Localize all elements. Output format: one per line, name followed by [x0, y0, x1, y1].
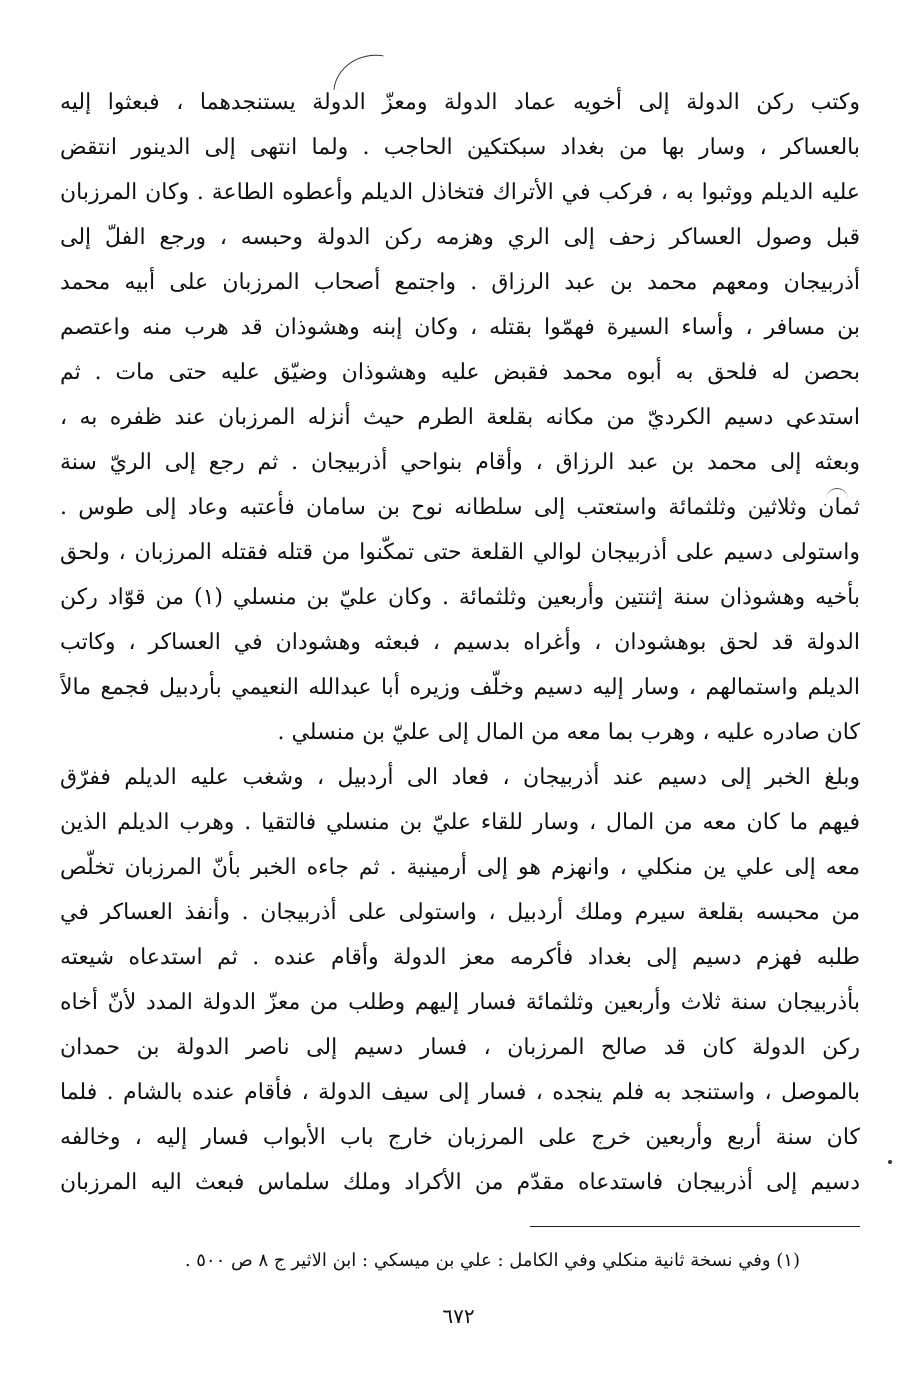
text-line: بالموصل ، واستنجد به فلم ينجده ، فسار إلى سيف الدولة ، فأقام عنده بالشام . فلما: [60, 1080, 860, 1105]
text-line: وبلغ الخبر إلى دسيم عند أذربيجان ، فعاد الى أردبيل ، وشغب عليه الديلم ففرّق: [60, 765, 860, 790]
text-line: الدولة قد لحق بوهشودان ، وأغراه بدسيم ، فبعثه وهشودان في العساكر ، وكاتب: [60, 630, 860, 655]
text-line: قبل وصول العساكر زحف إلى الري وهزمه ركن الدولة وحبسه ، ورجع الفلّ إلى: [60, 225, 860, 250]
text-line: دسيم إلى أذربيجان فاستدعاه مقدّم من الأكراد وملك سلماس فبعث اليه المرزبان: [60, 1170, 860, 1195]
main-text: [60, 80, 860, 1205]
text-line: ركن الدولة كان قد صالح المرزبان ، فسار دسيم إلى ناصر الدولة بن حمدان: [60, 1035, 860, 1060]
text-line: طلبه فهزم دسيم إلى بغداد فأكرمه معز الدولة وأقام عنده . ثم استدعاه شيعته: [60, 945, 860, 970]
text-line: وكتب ركن الدولة إلى أخويه عماد الدولة ومعزّ الدولة يستنجدهما ، فبعثوا إليه: [60, 90, 860, 115]
text-line: ثمان وثلاثين وثلثمائة واستعتب إلى سلطانه نوح بن سامان فأعتبه وعاد إلى طوس .: [60, 495, 860, 520]
margin-dot: [888, 1160, 892, 1164]
text-line: من محبسه بقلعة سيرم وملك أردبيل ، واستولى على أذربيجان . وأنفذ العساكر في: [60, 900, 860, 925]
footnote: (١) وفي نسخة ثانية منكلي وفي الكامل : علي بن ميسكي : ابن الاثير ج ٨ ص ٥٠٠ .: [184, 1250, 800, 1271]
text-line: أذربيجان ومعهم محمد بن عبد الرزاق . واجتمع أصحاب المرزبان على أبيه محمد: [60, 270, 860, 295]
text-line: كان سنة أربع وأربعين خرج على المرزبان خارج باب الأبواب فسار إليه ، وخالفه: [60, 1125, 860, 1150]
text-line: بن مسافر ، وأساء السيرة فهمّوا بقتله ، وكان إبنه وهشوذان قد هرب منه واعتصم: [60, 315, 860, 340]
text-line: استدعى دسيم الكرديّ من مكانه بقلعة الطرم حيث أنزله المرزبان عند ظفره به ،: [60, 405, 860, 430]
text-line: كان صادره عليه ، وهرب بما معه من المال إلى عليّ بن منسلي .: [277, 720, 860, 745]
text-line: الديلم واستمالهم ، وسار إليه دسيم وخلّف وزيره أبا عبدالله النعيمي بأردبيل فجمع مالاً: [60, 675, 860, 700]
text-line: بأخيه وهشوذان سنة إثنتين وأربعين وثلثمائة . وكان عليّ بن منسلي (١) من قوّاد ركن: [60, 585, 860, 610]
text-line: بأذربيجان سنة ثلاث وأربعين وثلثمائة فسار إليهم وطلب من معزّ الدولة المدد لأنّ أخاه: [60, 990, 860, 1015]
text-line: واستولى دسيم على أذربيجان لوالي القلعة حتى تمكّنوا من قتله فقتله المرزبان ، ولحق: [60, 540, 860, 565]
text-line: معه إلى علي ين منكلي ، وانهزم هو إلى أرمينية . ثم جاءه الخبر بأنّ المرزبان تخلّص: [60, 855, 860, 880]
text-line: بالعساكر ، وسار بها من بغداد سبكتكين الحاجب . ولما انتهى إلى الدينور انتقض: [60, 135, 860, 160]
text-line: فيهم ما كان معه من المال ، وسار للقاء عليّ بن منسلي فالتقيا . وهرب الديلم الذين: [60, 810, 860, 835]
text-line: وبعثه إلى محمد بن عبد الرزاق ، وأقام بنواحي أذربيجان . ثم رجع إلى الريّ سنة: [60, 450, 860, 475]
text-line: عليه الديلم ووثبوا به ، فركب في الأتراك فتخاذل الديلم وأعطوه الطاعة . وكان المرزبان: [60, 180, 860, 205]
footnote-rule: [530, 1226, 860, 1227]
text-line: بحصن له فلحق به أبوه محمد فقبض عليه وهشوذان وضيّق عليه حتى مات . ثم: [60, 360, 860, 385]
page-number: ٦٧٢: [442, 1304, 475, 1328]
